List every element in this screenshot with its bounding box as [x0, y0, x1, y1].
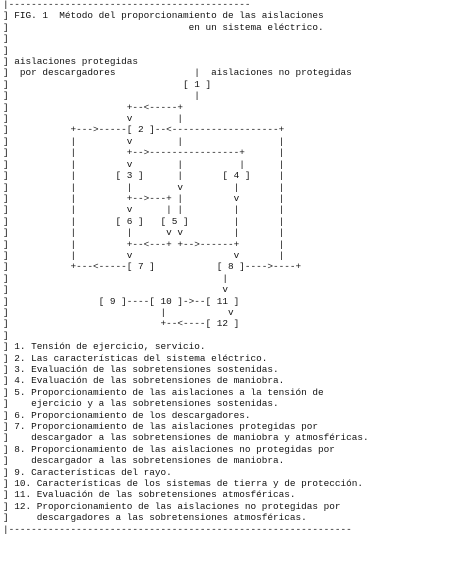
document-line: ] [3, 44, 9, 56]
document-line: ] descargador a las sobretensiones de maniobra y atmosféricas. [3, 432, 369, 444]
document-line: ] descargadores a las sobretensiones atmosféricas. [3, 512, 307, 524]
document-line: ] 4. Evaluación de las sobretensiones de maniobra. [3, 375, 285, 387]
document-line: ] 1. Tensión de ejercicio, servicio. [3, 341, 206, 353]
document-line: ] | [ 3 ] | [ 4 ] | [3, 170, 285, 182]
document-line: ] +--->-----[ 2 ]--<-------------------+ [3, 124, 285, 136]
document-line: ] descargador a las sobretensiones de maniobra. [3, 455, 285, 467]
document-line: ] | +-->---+ | v | [3, 192, 285, 204]
document-line: ] 9. Características del rayo. [3, 466, 172, 478]
document-line: ] 7. Proporcionamiento de las aislaciones protegidas por [3, 421, 319, 433]
document-line: ] | +--<---+ +-->------+ | [3, 238, 285, 250]
document-line: ] +--<-----+ [3, 101, 184, 113]
document-line: ] | v [3, 306, 234, 318]
document-line: ] ejercicio y a las sobretensiones sostenidas. [3, 398, 279, 410]
document-text [3, 0, 369, 535]
document-line: ] [3, 33, 9, 45]
document-line: ] | v | | | [3, 158, 285, 170]
document-line: ] +--<----[ 12 ] [3, 318, 240, 330]
document-line: ] 2. Las características del sistema eléctrico. [3, 352, 268, 364]
document-line: ] FIG. 1 Método del proporcionamiento de las aislaciones [3, 10, 324, 22]
document-line: ] 5. Proporcionamiento de las aislaciones a la tensión de [3, 386, 324, 398]
document-line: ] en un sistema eléctrico. [3, 21, 324, 33]
document-line: ] | [3, 90, 200, 102]
document-line: ] | | v v | | [3, 227, 285, 239]
document-line: ] | v | | | | [3, 204, 285, 216]
document-line: ] v [3, 284, 229, 296]
document-line: ] 8. Proporcionamiento de las aislaciones no protegidas por [3, 443, 335, 455]
document-line: ] | [ 6 ] [ 5 ] | | [3, 215, 285, 227]
document-line: ] | +-->----------------+ | [3, 147, 285, 159]
document-line: ] [ 1 ] [3, 78, 212, 90]
document-line: ] por descargadores | aislaciones no protegidas [3, 67, 352, 79]
document-line: |------------------------------------------------------------- [3, 523, 352, 535]
document-line: ] | v | | [3, 135, 285, 147]
document-line: ] v | [3, 113, 184, 125]
document-line: ] [ 9 ]----[ 10 ]->--[ 11 ] [3, 295, 240, 307]
document-line: ] 6. Proporcionamiento de los descargadores. [3, 409, 251, 421]
document-line: ] | [3, 272, 229, 284]
document-line: ] [3, 329, 9, 341]
document-line: ] +---<-----[ 7 ] [ 8 ]---->----+ [3, 261, 302, 273]
document-line: ] 11. Evaluación de las sobretensiones atmosféricas. [3, 489, 296, 501]
document-line: ] 12. Proporcionamiento de las aislaciones no protegidas por [3, 500, 341, 512]
document-line: ] 10. Características de los sistemas de tierra y de protección. [3, 478, 364, 490]
document-line: |------------------------------------------- [3, 0, 251, 10]
document-line: ] 3. Evaluación de las sobretensiones sostenidas. [3, 364, 279, 375]
document-line: ] | | v | | [3, 181, 285, 193]
document-line: ] | v v | [3, 249, 285, 261]
document-line: ] aislaciones protegidas [3, 56, 139, 68]
